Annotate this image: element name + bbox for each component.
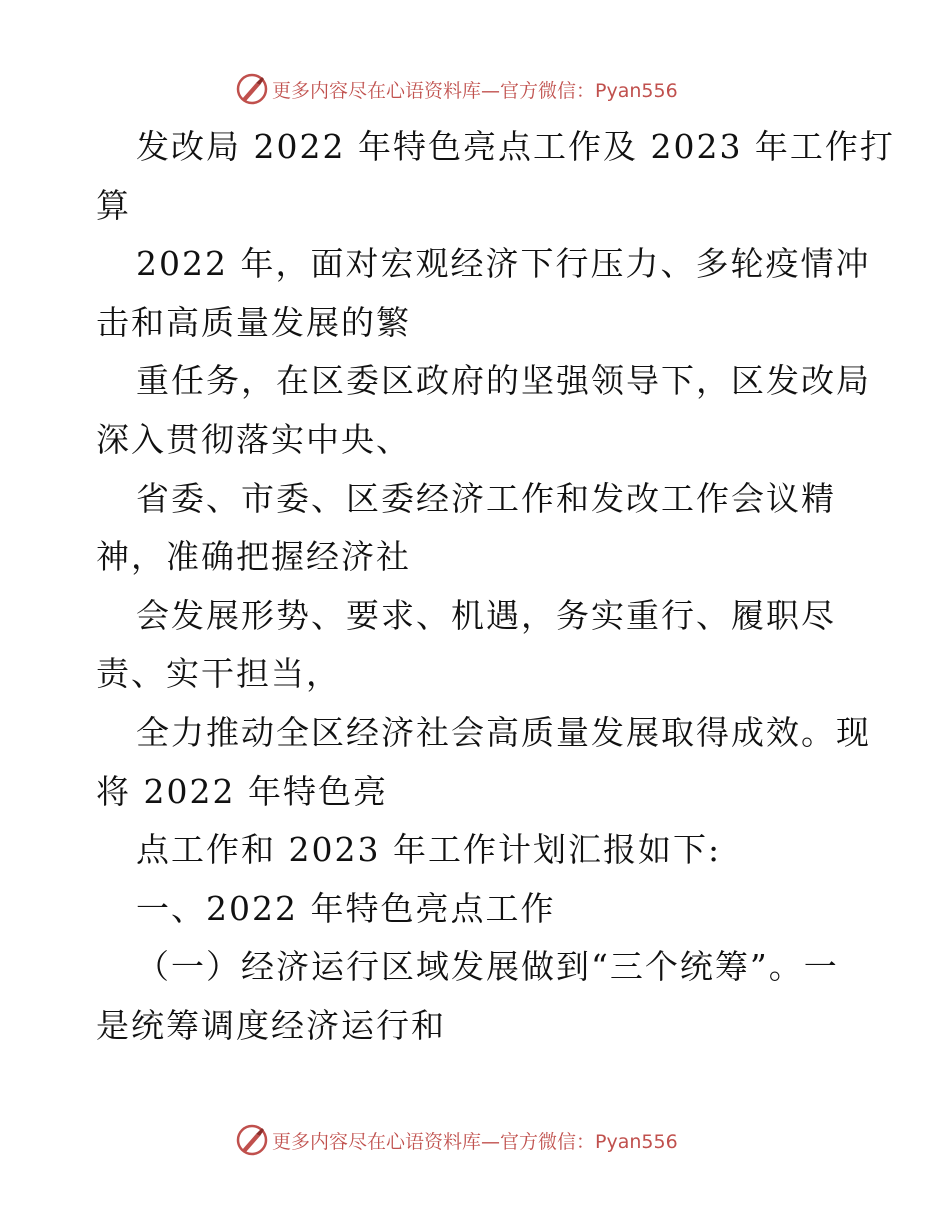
text-line: 2022 年，面对宏观经济下行压力、多轮疫情冲 [136, 244, 871, 284]
watermark-text: 更多内容尽在心语资料库—官方微信：Pyan556 [272, 1130, 678, 1153]
text-line: 重任务，在区委区政府的坚强领导下，区发改局 [136, 361, 871, 401]
text-line: 算 [96, 185, 131, 225]
text-line: 一、2022 年特色亮点工作 [136, 888, 556, 928]
text-line: （一）经济运行区域发展做到“三个统筹”。一 [136, 947, 839, 987]
text-line: 是统筹调度经济运行和 [96, 1005, 446, 1045]
text-line: 击和高质量发展的繁 [96, 302, 411, 342]
document-body [96, 118, 895, 1056]
text-line: 会发展形势、要求、机遇，务实重行、履职尽 [136, 595, 836, 635]
text-line: 省委、市委、区委经济工作和发改工作会议精 [136, 478, 836, 518]
text-line: 点工作和 2023 年工作计划汇报如下: [136, 830, 722, 870]
text-line: 神，准确把握经济社 [96, 537, 411, 577]
watermark-text: 更多内容尽在心语资料库—官方微信：Pyan556 [272, 79, 678, 102]
text-line: 全力推动全区经济社会高质量发展取得成效。现 [136, 712, 871, 752]
text-line: 深入贯彻落实中央、 [96, 419, 411, 459]
header-watermark [236, 72, 678, 106]
text-line: 发改局 2022 年特色亮点工作及 2023 年工作打 [136, 127, 895, 166]
text-line: 责、实干担当， [96, 654, 341, 694]
pen-logo-icon [236, 1124, 268, 1156]
pen-logo-icon [236, 73, 268, 105]
text-line: 将 2022 年特色亮 [96, 771, 388, 811]
footer-watermark [236, 1123, 678, 1157]
